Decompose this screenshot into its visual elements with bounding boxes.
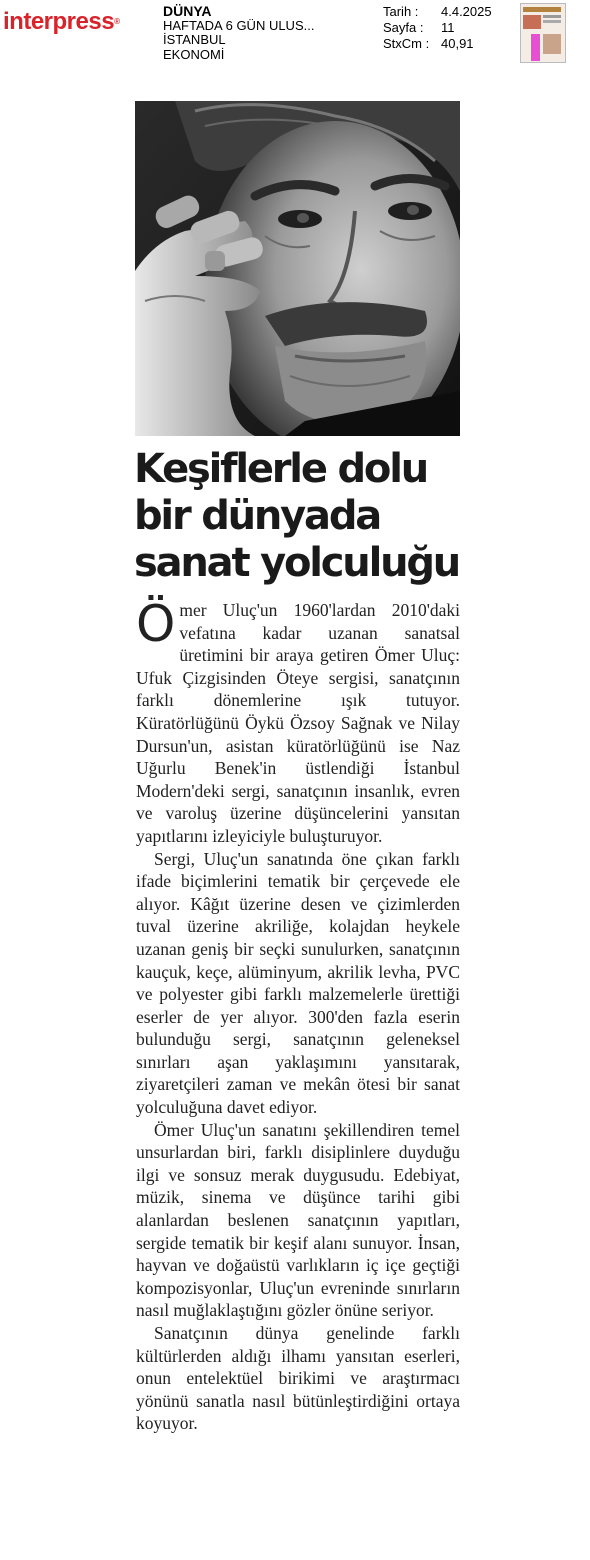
paper-name: DÜNYA <box>163 3 212 19</box>
publication-info <box>163 4 314 62</box>
article-paragraph: Sanatçının dünya genelinde farklı kültürlerden aldığı ilhamı yansıtan eserleri, onun entelektüel birikimi ve araştırmacı yönünü sanatla nasıl bütünleştirdiğini ortaya koyuyor. <box>136 1323 460 1434</box>
page-thumbnail[interactable] <box>520 3 566 63</box>
registered-mark: ® <box>114 17 120 26</box>
publication-city: İSTANBUL <box>163 32 226 47</box>
article-paragraph <box>136 595 460 848</box>
stxcm-value: 40,91 <box>441 36 474 51</box>
date-value: 4.4.2025 <box>441 4 492 19</box>
headline-line: bir dünyada <box>134 493 381 539</box>
page-row <box>383 20 492 36</box>
publication-frequency: HAFTADA 6 GÜN ULUS... <box>163 17 315 33</box>
article-headline <box>134 446 474 587</box>
stxcm-label: StxCm : <box>383 36 430 51</box>
publication-section: EKONOMİ <box>163 46 225 62</box>
paragraph-text: mer Uluç'un 1960'lardan 2010'daki vefatına kadar uzanan sanatsal üretimini bir araya getiren Ömer Uluç: Ufuk Çizgisinden Öteye sergisi, sanatçının farklı dönemlerine ışık tutuyor. Küratörlüğünü Öykü Özsoy Sağnak ve Nilay Dursun'un, asistan küratörlüğünü ise Naz Uğurlu Benek'in üstlendiği İstanbul Modern'deki sergi, sanatçının insanlık, evren ve varoluş üzerine düşüncelerini yansıtan yapıtlarını izleyiciyle buluşturuyor. <box>136 600 460 846</box>
article-paragraph: Ömer Uluç'un sanatını şekillendiren temel unsurlardan biri, farklı disiplinlere duyduğu ilgi ve sonsuz merak duygusudu. Edebiyat, müzik, sinema ve düşünce tarihi gibi alanlardan beslenen sanatçının yapıtları, sergide tematik bir keşif alanı sunuyor. İnsan, hayvan ve doğaüstü varlıkların iç içe geçtiği kompozisyonlar, Uluç'un evreninde sınırların nasıl muğlaklaştığını gözler önüne seriyor. <box>136 1119 460 1321</box>
date-row <box>383 4 492 20</box>
article-paragraph: Sergi, Uluç'un sanatında öne çıkan farklı ifade biçimlerini tematik bir çerçevede ele alıyor. Kâğıt üzerine desen ve çizimlerden tuval üzerine akriliğe, kolajdan heykele uzanan geniş bir seçki sunulurken, sanatçının kauçuk, keçe, alüminyum, akrilik levha, PVC ve polyester gibi farklı malzemelerle ürettiği eserler de yer alıyor. 300'den fazla eserin bulunduğu sergi, sanatçının geleneksel sınırları aşan yaklaşımını yansıtarak, ziyaretçileri zaman ve mekân ötesi bir sanat yolculuğuna davet ediyor. <box>136 848 460 1118</box>
logo-text: interpress <box>3 8 115 35</box>
stxcm-row <box>383 36 492 52</box>
interpress-logo <box>3 9 119 35</box>
article-body <box>136 595 460 1435</box>
page-value: 11 <box>441 20 455 35</box>
headline-line: sanat yolculuğu <box>134 540 460 586</box>
headline-line: Keşiflerle dolu <box>134 446 427 492</box>
artist-portrait-photo <box>135 101 460 436</box>
page-label: Sayfa : <box>383 20 424 35</box>
clipping-meta <box>383 4 492 52</box>
drop-cap: Ö <box>136 595 176 653</box>
date-label: Tarih : <box>383 4 419 19</box>
